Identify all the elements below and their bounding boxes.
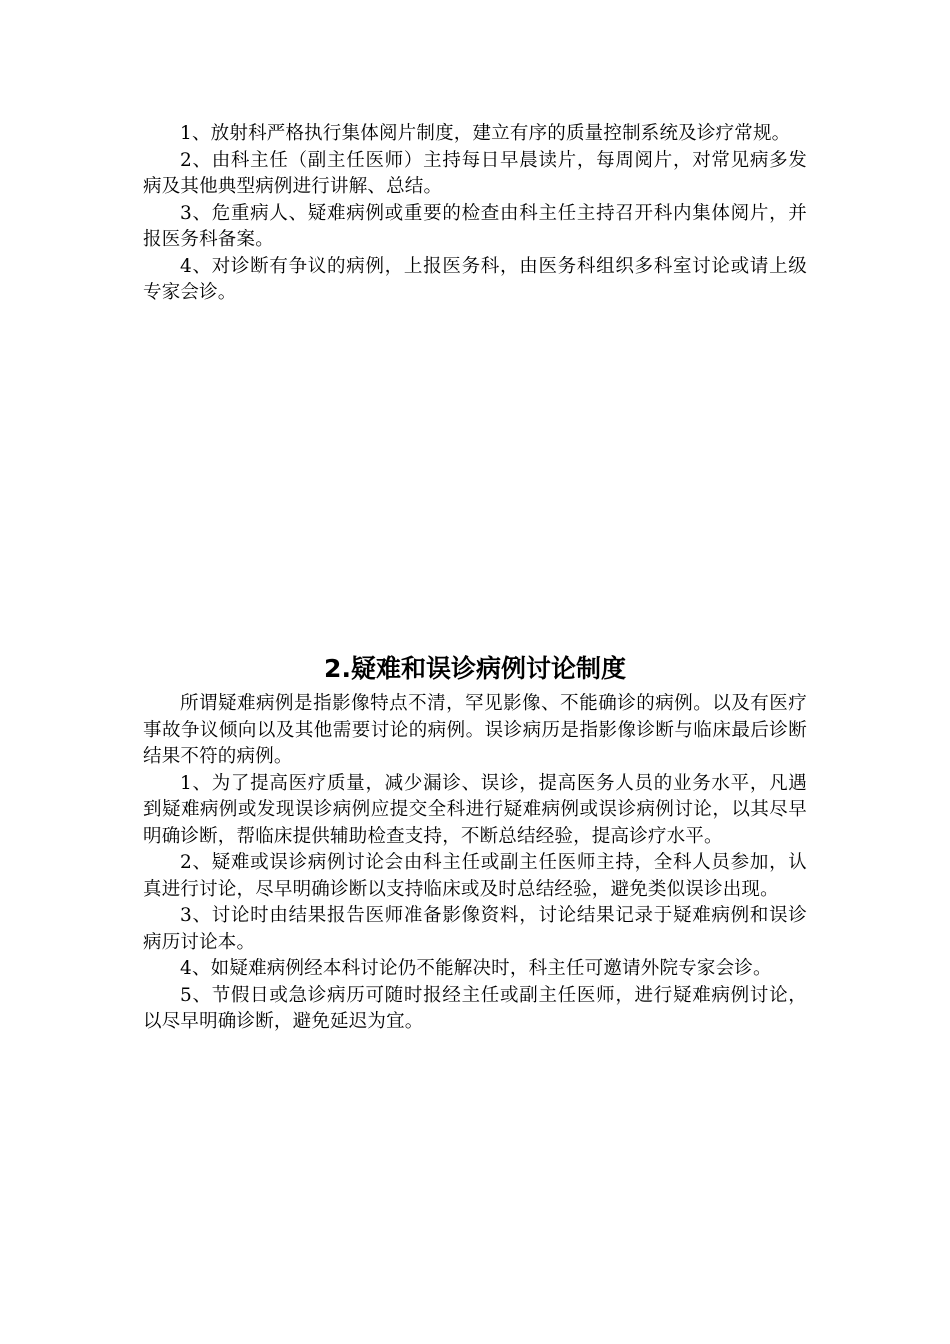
paragraph-rule-2: 2、由科主任（副主任医师）主持每日早晨读片，每周阅片，对常见病多发病及其他典型病例进行讲解、总结。 — [143, 149, 807, 197]
paragraph-rule-1: 1、为了提高医疗质量，减少漏诊、误诊，提高医务人员的业务水平，凡遇到疑难病例或发现误诊病例应提交全科进行疑难病例或误诊病例讨论，以其尽早明确诊断，帮临床提供辅助检查支持，不断总结经验，提高诊疗水平。 — [143, 772, 807, 847]
paragraph-rule-1: 1、放射科严格执行集体阅片制度，建立有序的质量控制系统及诊疗常规。 — [180, 123, 791, 144]
paragraph-intro: 所谓疑难病例是指影像特点不清，罕见影像、不能确诊的病例。以及有医疗事故争议倾向以及其他需要讨论的病例。误诊病历是指影像诊断与临床最后诊断结果不符的病例。 — [143, 693, 807, 767]
paragraph-rule-2: 2、疑难或误诊病例讨论会由科主任或副主任医师主持，全科人员参加，认真进行讨论，尽早明确诊断以支持临床或及时总结经验，避免类似误诊出现。 — [143, 852, 807, 900]
paragraph-rule-4: 4、如疑难病例经本科讨论仍不能解决时，科主任可邀请外院专家会诊。 — [180, 958, 772, 979]
case-discussion-section — [143, 651, 807, 1036]
section-title: 2.疑难和误诊病例讨论制度 — [324, 654, 626, 683]
reading-system-section — [143, 121, 807, 307]
paragraph-rule-5: 5、节假日或急诊病历可随时报经主任或副主任医师，进行疑难病例讨论，以尽早明确诊断，避免延迟为宜。 — [143, 984, 807, 1032]
paragraph-rule-4: 4、对诊断有争议的病例，上报医务科，由医务科组织多科室讨论或请上级专家会诊。 — [143, 255, 807, 303]
paragraph-rule-3: 3、危重病人、疑难病例或重要的检查由科主任主持召开科内集体阅片，并报医务科备案。 — [143, 202, 807, 250]
paragraph-rule-3: 3、讨论时由结果报告医师准备影像资料，讨论结果记录于疑难病例和误诊病历讨论本。 — [143, 905, 807, 953]
